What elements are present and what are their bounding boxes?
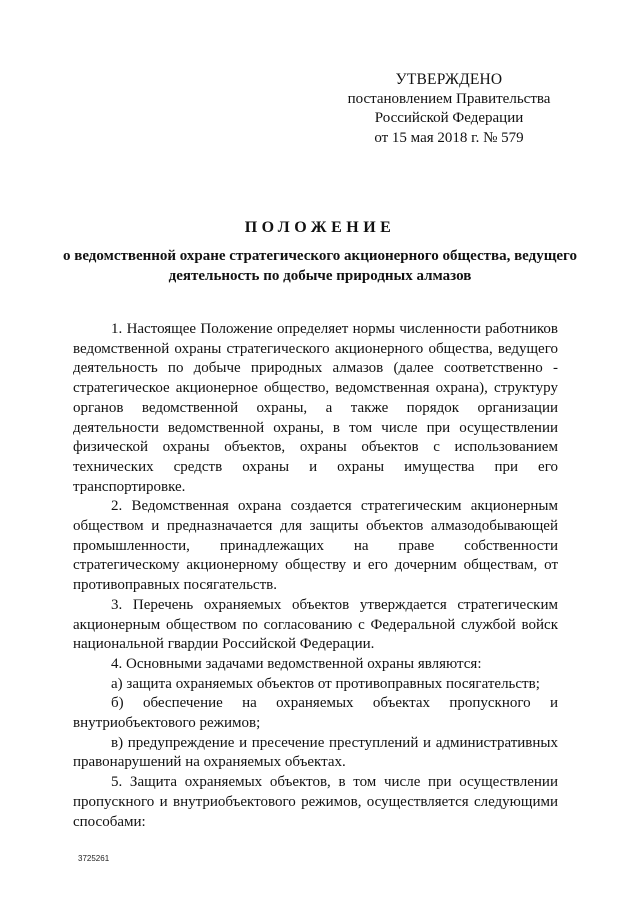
- document-body: [73, 320, 558, 832]
- approval-line-3: от 15 мая 2018 г. № 579: [374, 129, 524, 146]
- paragraph-2: 2. Ведомственная охрана создается стратегическим акционерным обществом и предназначается для защиты объектов алмазодобывающей промышленности, принадлежащих на праве собственности стратегическому акционерному обществу и его дочерним обществам, от противоправных посягательств.: [73, 498, 558, 594]
- approval-line-2: Российской Федерации: [374, 110, 524, 126]
- approved-heading: УТВЕРЖДЕНО: [395, 71, 503, 88]
- approval-line-1: постановлением Правительства: [347, 90, 551, 107]
- paragraph-3: 3. Перечень охраняемых объектов утверждается стратегическим акционерным обществом по согласованию с Федеральной службой войск национальной гвардии Российской Федерации.: [73, 596, 558, 653]
- paragraph-4: 4. Основными задачами ведомственной охраны являются:: [111, 655, 482, 672]
- clause-b: б) обеспечение на охраняемых объектах пропускного и внутриобъектового режимов;: [73, 695, 558, 732]
- clause-a: а) защита охраняемых объектов от противоправных посягательств;: [111, 675, 540, 692]
- clause-c: в) предупреждение и пресечение преступлений и административных правонарушений на охраняемых объектах.: [73, 734, 558, 771]
- document-code: 3725261: [78, 854, 110, 863]
- document-subtitle: о ведомственной охране стратегического акционерного общества, ведущего деятельность по добыче природных алмазов: [63, 248, 577, 284]
- approval-stamp: [330, 70, 568, 148]
- paragraph-1: 1. Настоящее Положение определяет нормы численности работников ведомственной охраны стратегического акционерного общества, ведущего деятельность по добыче природных алмазов (далее соответственно - стратегическое акционерное общество, ведомственная охрана), структуру органов ведомственной охраны, а также порядок организации деятельности ведомственной охраны, в том числе при осуществлении физической охраны объектов, охраны объектов с использованием технических средств охраны и охраны имущества при его транспортировке.: [73, 321, 558, 495]
- paragraph-5: 5. Защита охраняемых объектов, в том числе при осуществлении пропускного и внутриобъектового режимов, осуществляется следующими способами:: [73, 774, 558, 830]
- document-title: ПОЛОЖЕНИЕ: [244, 219, 396, 236]
